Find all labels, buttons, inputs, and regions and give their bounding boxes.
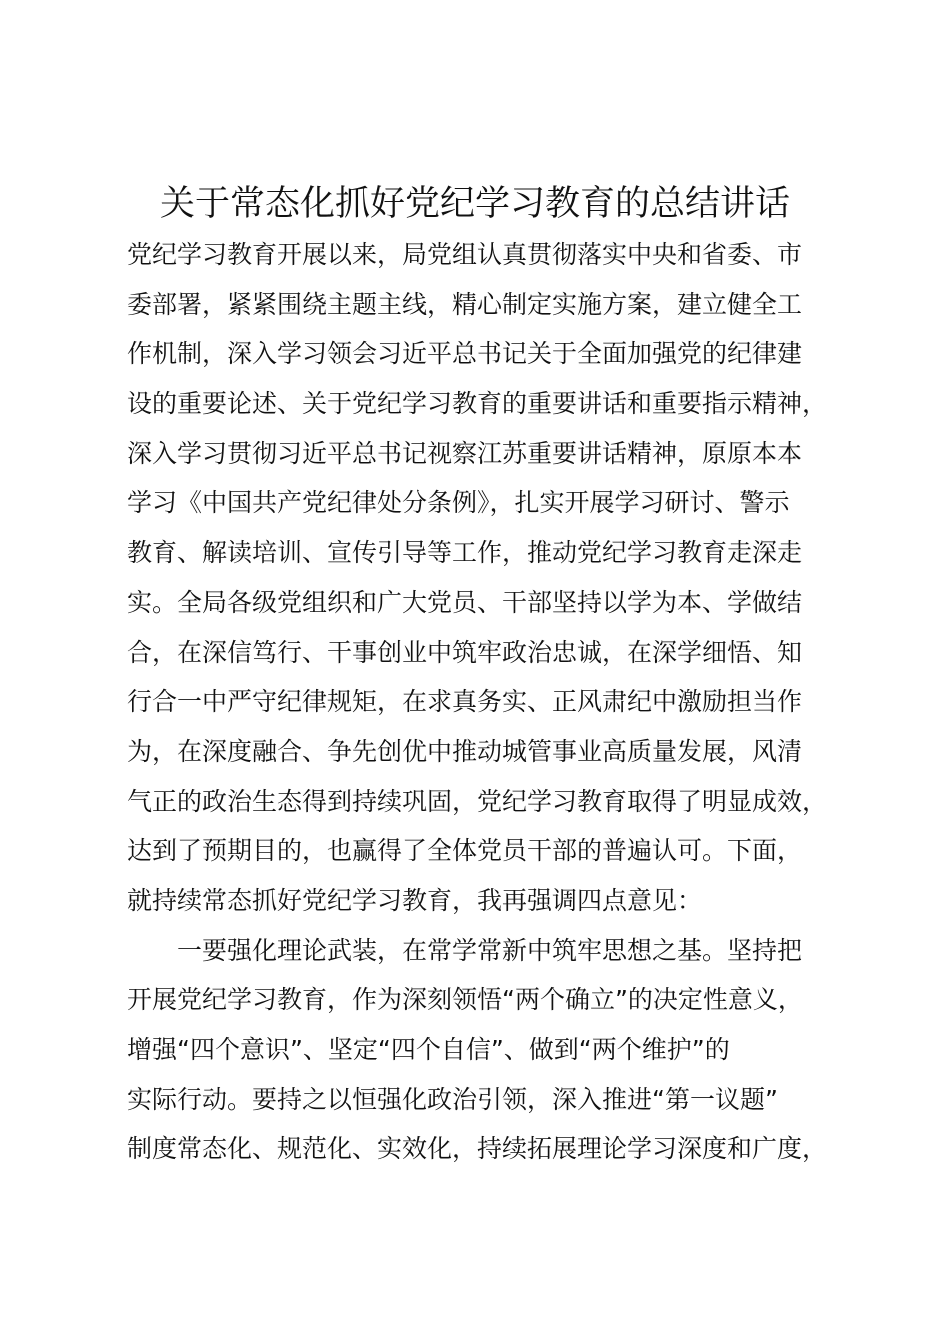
body-line: 委部署，紧紧围绕主题主线，精心制定实施方案，建立健全工 <box>127 289 803 319</box>
paragraph-start-line: 一要强化理论武装，在常学常新中筑牢思想之基。坚持把 <box>177 935 803 965</box>
document-body <box>127 230 867 1174</box>
body-line: 作机制，深入学习领会习近平总书记关于全面加强党的纪律建 <box>127 339 803 369</box>
body-line: 实。全局各级党组织和广大党员、干部坚持以学为本、学做结 <box>127 587 803 617</box>
document-title: 关于常态化抓好党纪学习教育的总结讲话 <box>159 184 790 224</box>
body-line: 设的重要论述、关于党纪学习教育的重要讲话和重要指示精神， <box>127 389 828 419</box>
body-line: 就持续常态抓好党纪学习教育，我再强调四点意见： <box>127 885 703 915</box>
body-line: 合，在深信笃行、干事创业中筑牢政治忠诚，在深学细悟、知 <box>127 637 803 667</box>
body-line: 教育、解读培训、宣传引导等工作，推动党纪学习教育走深走 <box>127 538 803 568</box>
body-line: 制度常态化、规范化、实效化，持续拓展理论学习深度和广度， <box>127 1134 828 1164</box>
body-line: 为，在深度融合、争先创优中推动城管事业高质量发展，风清 <box>127 736 803 766</box>
body-line: 深入学习贯彻习近平总书记视察江苏重要讲话精神，原原本本 <box>127 438 803 468</box>
body-line: 达到了预期目的，也赢得了全体党员干部的普遍认可。下面， <box>127 836 803 866</box>
body-line: 气正的政治生态得到持续巩固，党纪学习教育取得了明显成效， <box>127 786 828 816</box>
body-line: 实际行动。要持之以恒强化政治引领，深入推进“第一议题” <box>127 1084 778 1114</box>
body-line: 开展党纪学习教育，作为深刻领悟“两个确立”的决定性意义， <box>127 985 803 1015</box>
body-line: 党纪学习教育开展以来，局党组认真贯彻落实中央和省委、市 <box>127 240 803 269</box>
body-line: 学习《中国共产党纪律处分条例》，扎实开展学习研讨、警示 <box>127 488 790 518</box>
body-line: 行合一中严守纪律规矩，在求真务实、正风肃纪中激励担当作 <box>127 687 803 717</box>
body-line: 增强“四个意识”、坚定“四个自信”、做到“两个维护”的 <box>127 1035 730 1064</box>
